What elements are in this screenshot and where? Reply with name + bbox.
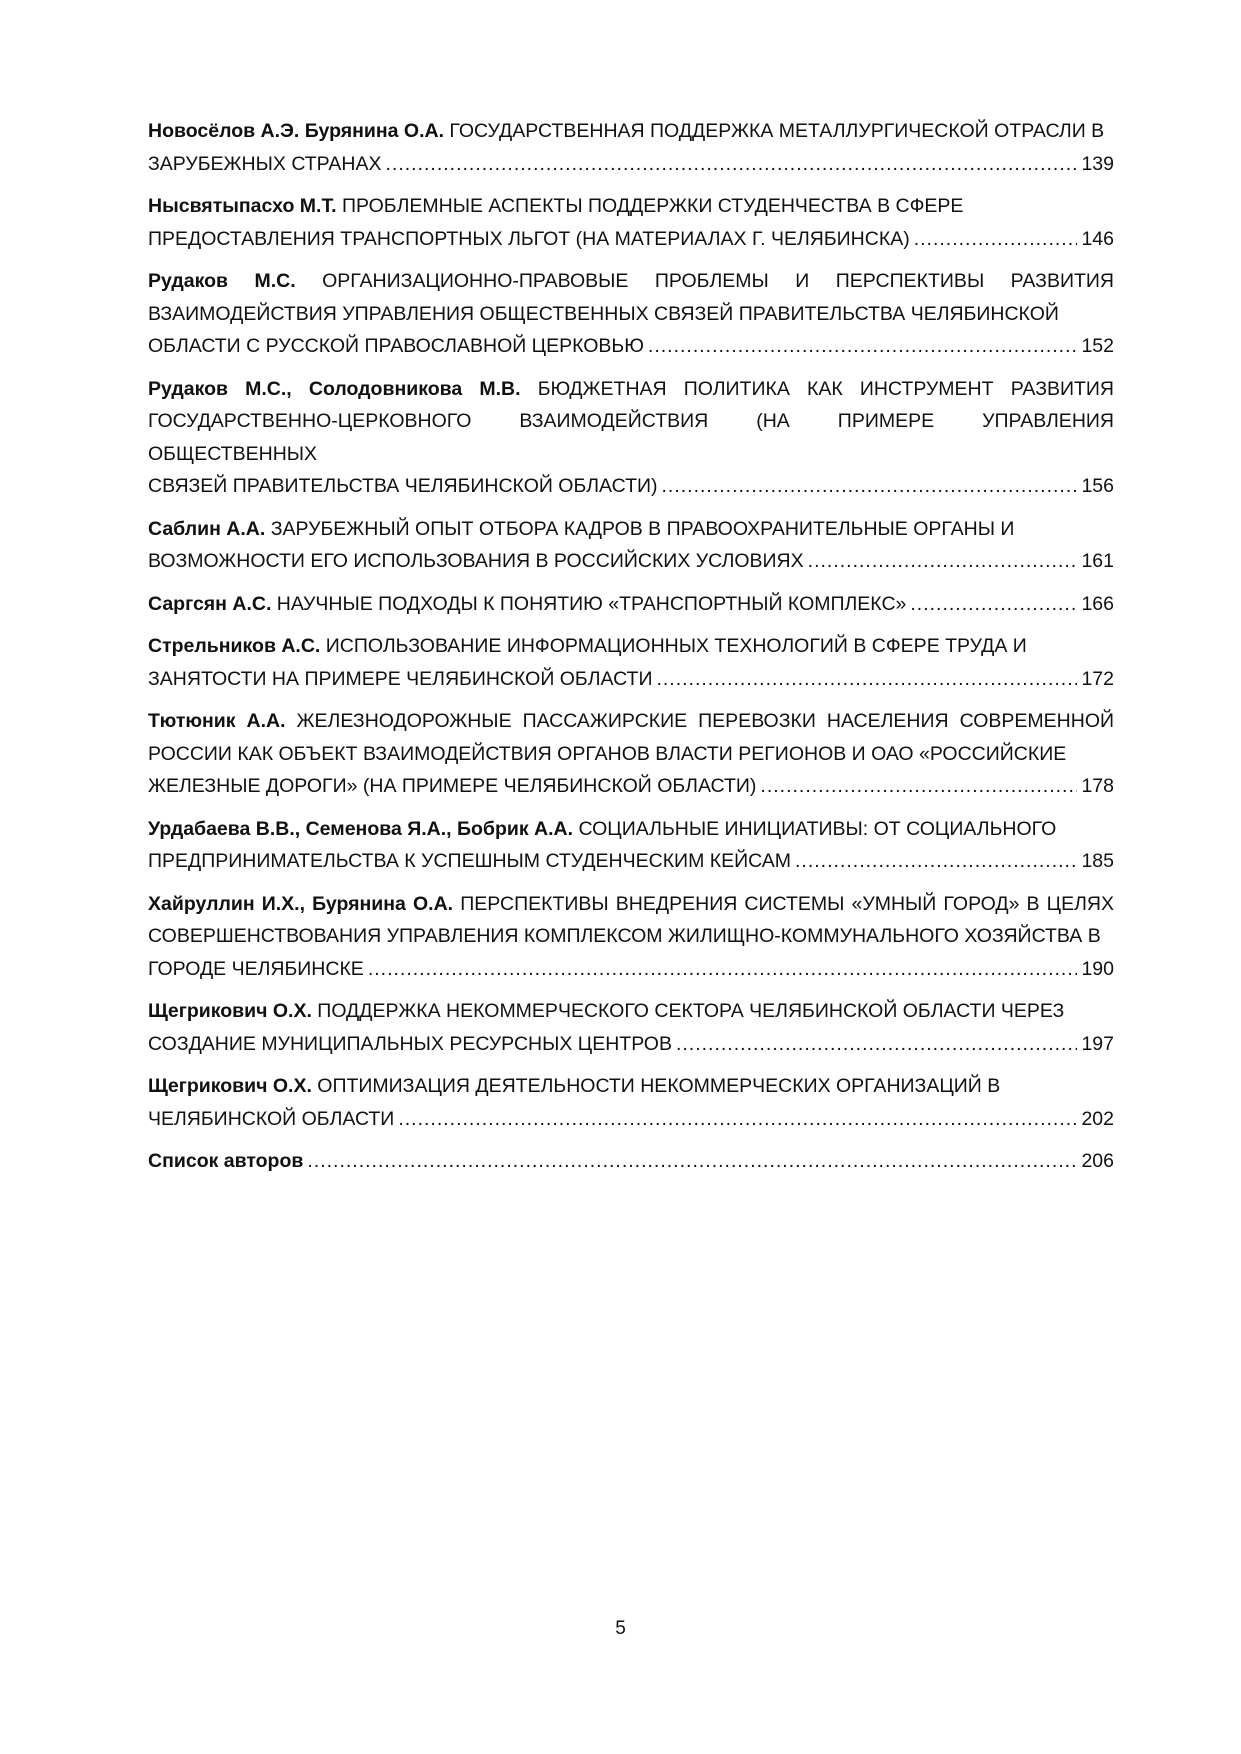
authors-list-label: Список авторов [148, 1150, 304, 1172]
toc-entry-authors: Саблин А.А. [148, 517, 266, 540]
dot-leader [676, 1028, 1077, 1061]
dot-leader [656, 663, 1077, 696]
toc-entry-title: ЖЕЛЕЗНОДОРОЖНЫЕ ПАССАЖИРСКИЕ ПЕРЕВОЗКИ НАСЕЛЕНИЯ СОВРЕМЕННОЙ РОССИИ КАК ОБЪЕКТ ВЗАИМОДЕЙСТВИЯ ОРГАНОВ ВЛАСТИ РЕГИОНОВ И ОАО «РОССИЙСКИЕ [148, 710, 1115, 765]
toc-entry-page: 202 [1081, 1107, 1114, 1130]
toc-entry-authors: Рудаков М.С., Солодовникова М.В. [148, 377, 521, 400]
toc-entry-title-end: ЗАНЯТОСТИ НА ПРИМЕРЕ ЧЕЛЯБИНСКОЙ ОБЛАСТИ [148, 667, 653, 690]
toc-entry-page: 152 [1081, 335, 1114, 357]
toc-entry[interactable] [148, 995, 1114, 1060]
dot-leader [648, 330, 1078, 363]
toc-entry-page: 190 [1081, 957, 1114, 980]
toc-entry-page: 166 [1081, 592, 1114, 615]
toc-entry-title: ЗАРУБЕЖНЫЙ ОПЫТ ОТБОРА КАДРОВ В ПРАВООХРАНИТЕЛЬНЫЕ ОРГАНЫ И [270, 517, 1015, 540]
toc-entry-authors: Урдабаева В.В., Семенова Я.А., Бобрик А.А. [148, 817, 574, 840]
toc-entry-title-end: ЧЕЛЯБИНСКОЙ ОБЛАСТИ [148, 1107, 395, 1130]
toc-entry-page: 206 [1081, 1150, 1114, 1172]
toc-entry-title: ОПТИМИЗАЦИЯ ДЕЯТЕЛЬНОСТИ НЕКОММЕРЧЕСКИХ ОРГАНИЗАЦИЙ В [317, 1075, 1001, 1097]
toc-entry-page: 139 [1081, 152, 1114, 175]
toc-entry-authors-list[interactable] [148, 1145, 1114, 1178]
toc-entry-title-end: ПРЕДПРИНИМАТЕЛЬСТВА К УСПЕШНЫМ СТУДЕНЧЕСКИМ КЕЙСАМ [148, 850, 792, 872]
toc-entry-authors: Саргсян А.С. [148, 592, 272, 615]
toc-entry[interactable] [148, 265, 1114, 363]
toc-entry-authors: Щегрикович О.Х. [148, 1075, 312, 1097]
toc-entry-title: ГОСУДАРСТВЕННАЯ ПОДДЕРЖКА МЕТАЛЛУРГИЧЕСКОЙ ОТРАСЛИ В [449, 120, 1105, 142]
toc-entry-title-end: ПРЕДОСТАВЛЕНИЯ ТРАНСПОРТНЫХ ЛЬГОТ (НА МАТЕРИАЛАХ Г. ЧЕЛЯБИНСКА) [148, 227, 910, 250]
toc-entry-tail [148, 545, 1114, 578]
toc-entry[interactable] [148, 513, 1114, 578]
dot-leader [808, 545, 1078, 578]
toc-entry-title: ПЕРСПЕКТИВЫ ВНЕДРЕНИЯ СИСТЕМЫ «УМНЫЙ ГОРОД» В ЦЕЛЯХ СОВЕРШЕНСТВОВАНИЯ УПРАВЛЕНИЯ КОМПЛЕКСОМ ЖИЛИЩНО-КОММУНАЛЬНОГО ХОЗЯЙСТВА В [148, 892, 1114, 947]
toc-entry-authors: Нысвятыпасхо М.Т. [148, 195, 337, 217]
toc-entry-authors: Новосёлов А.Э. Бурянина О.А. [148, 120, 444, 142]
toc-entry-title-end: ГОРОДЕ ЧЕЛЯБИНСКЕ [148, 957, 364, 980]
toc-entry-title-end: ЗАРУБЕЖНЫХ СТРАНАХ [148, 152, 382, 175]
toc-entry-authors: Рудаков М.С. [148, 270, 296, 292]
toc-entry-tail [148, 588, 1114, 621]
dot-leader [368, 953, 1078, 986]
toc-entry-tail [148, 845, 1114, 878]
toc-entry-title-end: ОБЛАСТИ С РУССКОЙ ПРАВОСЛАВНОЙ ЦЕРКОВЬЮ [148, 335, 644, 357]
toc-entry-title: НАУЧНЫЕ ПОДХОДЫ К ПОНЯТИЮ «ТРАНСПОРТНЫЙ КОМПЛЕКС» [276, 592, 907, 615]
toc-entry-title: ИСПОЛЬЗОВАНИЕ ИНФОРМАЦИОННЫХ ТЕХНОЛОГИЙ В СФЕРЕ ТРУДА И [325, 635, 1027, 657]
dot-leader [398, 1103, 1077, 1136]
toc-entry-title: ПРОБЛЕМНЫЕ АСПЕКТЫ ПОДДЕРЖКИ СТУДЕНЧЕСТВА В СФЕРЕ [342, 195, 964, 217]
toc-entry-title: ОРГАНИЗАЦИОННО-ПРАВОВЫЕ ПРОБЛЕМЫ И ПЕРСПЕКТИВЫ РАЗВИТИЯ ВЗАИМОДЕЙСТВИЯ УПРАВЛЕНИЯ ОБЩЕСТВЕННЫХ СВЯЗЕЙ ПРАВИТЕЛЬСТВА ЧЕЛЯБИНСКОЙ [148, 270, 1114, 325]
page-number: 5 [615, 1618, 626, 1639]
dot-leader [385, 148, 1077, 181]
toc-entry[interactable] [148, 888, 1114, 986]
toc-entry-tail [148, 148, 1114, 181]
toc-entry-page: 156 [1081, 475, 1114, 497]
toc-entry[interactable] [148, 813, 1114, 878]
toc-entry-title: СОЦИАЛЬНЫЕ ИНИЦИАТИВЫ: ОТ СОЦИАЛЬНОГО [578, 817, 1057, 840]
toc-entry-tail [148, 1028, 1114, 1061]
toc-entry[interactable] [148, 1070, 1114, 1135]
toc-entry[interactable] [148, 588, 1114, 621]
toc-entry-title-end: СВЯЗЕЙ ПРАВИТЕЛЬСТВА ЧЕЛЯБИНСКОЙ ОБЛАСТИ) [148, 475, 658, 497]
toc-entry-page: 146 [1081, 227, 1114, 250]
dot-leader [910, 588, 1077, 621]
dot-leader [795, 845, 1077, 878]
toc-entry-tail [148, 953, 1114, 986]
table-of-contents [148, 115, 1114, 1188]
toc-entry-tail [148, 770, 1114, 803]
toc-entry-line [148, 588, 906, 621]
toc-entry-page: 197 [1081, 1032, 1114, 1055]
toc-entry[interactable] [148, 705, 1114, 803]
dot-leader [914, 223, 1078, 256]
dot-leader [662, 470, 1078, 503]
toc-entry-page: 172 [1081, 667, 1114, 690]
toc-entry[interactable] [148, 373, 1114, 503]
toc-entry-tail [148, 330, 1114, 363]
toc-entry-tail [148, 1103, 1114, 1136]
toc-entry-title-end: ЖЕЛЕЗНЫЕ ДОРОГИ» (НА ПРИМЕРЕ ЧЕЛЯБИНСКОЙ ОБЛАСТИ) [148, 775, 757, 797]
toc-entry[interactable] [148, 630, 1114, 695]
toc-entry-authors: Стрельников А.С. [148, 635, 321, 657]
toc-entry-tail [148, 223, 1114, 256]
toc-entry-title-end: ВОЗМОЖНОСТИ ЕГО ИСПОЛЬЗОВАНИЯ В РОССИЙСКИХ УСЛОВИЯХ [148, 550, 804, 572]
toc-entry-title-end: СОЗДАНИЕ МУНИЦИПАЛЬНЫХ РЕСУРСНЫХ ЦЕНТРОВ [148, 1032, 672, 1055]
toc-entry-page: 178 [1081, 775, 1114, 797]
toc-entry-authors: Тютюник А.А. [148, 710, 286, 732]
dot-leader [760, 770, 1077, 803]
toc-entry-authors: Хайруллин И.Х., Бурянина О.А. [148, 892, 454, 915]
toc-entry-authors: Щегрикович О.Х. [148, 1000, 312, 1022]
dot-leader [307, 1145, 1077, 1178]
toc-entry-title: ПОДДЕРЖКА НЕКОММЕРЧЕСКОГО СЕКТОРА ЧЕЛЯБИНСКОЙ ОБЛАСТИ ЧЕРЕЗ [317, 1000, 1065, 1022]
toc-entry-title: БЮДЖЕТНАЯ ПОЛИТИКА КАК ИНСТРУМЕНТ РАЗВИТИЯ ГОСУДАРСТВЕННО-ЦЕРКОВНОГО ВЗАИМОДЕЙСТВИЯ (НА ПРИМЕРЕ УПРАВЛЕНИЯ ОБЩЕСТВЕННЫХ [148, 377, 1114, 465]
toc-entry[interactable] [148, 115, 1114, 180]
toc-entry[interactable] [148, 190, 1114, 255]
toc-entry-tail [148, 1145, 1114, 1178]
toc-entry-tail [148, 470, 1114, 503]
toc-entry-tail [148, 663, 1114, 696]
toc-entry-page: 185 [1081, 850, 1114, 872]
toc-entry-page: 161 [1081, 550, 1114, 572]
